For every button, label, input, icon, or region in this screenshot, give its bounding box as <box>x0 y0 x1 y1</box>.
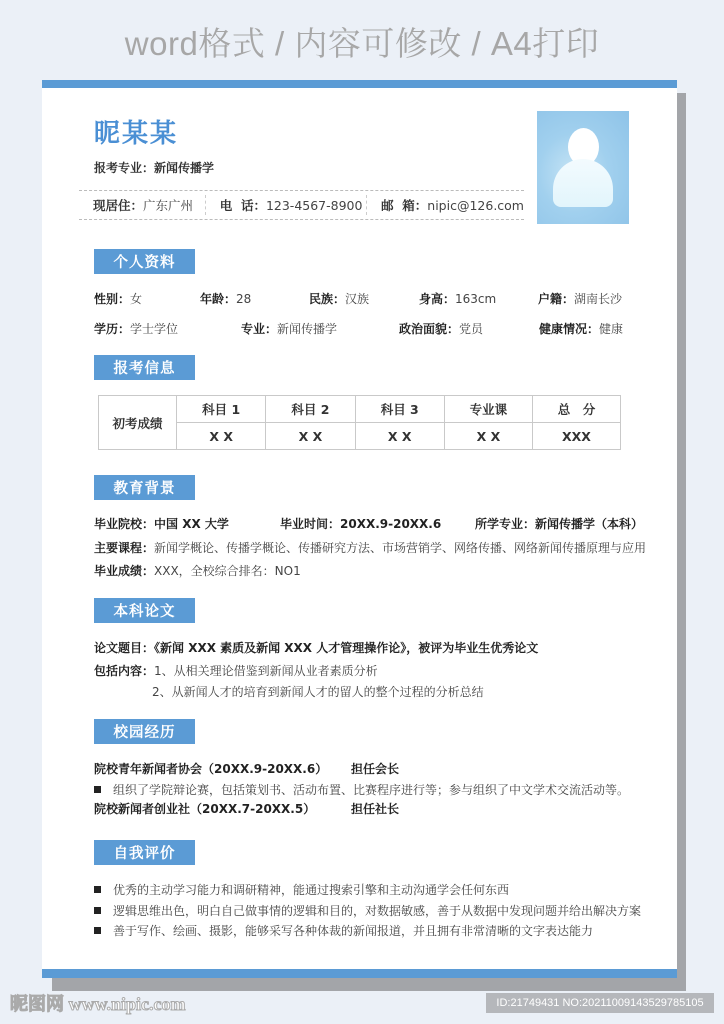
contact-phone-label: 电 话： <box>219 198 266 213</box>
score-row-label: 初考成绩 <box>99 396 177 450</box>
personal-political-status: 政治面貌：党员 <box>399 322 484 336</box>
square-bullet-icon <box>94 907 101 914</box>
section-exam-heading: 报考信息 <box>94 355 195 380</box>
personal-ethnicity: 民族：汉族 <box>309 292 370 306</box>
score-header: 总 分 <box>532 396 620 423</box>
campus-org-1: 院校青年新闻者协会（20XX.9-20XX.6） <box>94 762 328 776</box>
education-school: 毕业院校：中国 XX 大学 <box>94 517 229 531</box>
thesis-topic: 论文题目：《新闻 XXX 素质及新闻 XXX 人才管理操作论》，被评为毕业生优秀论文 <box>94 641 539 655</box>
score-header: 专业课 <box>444 396 532 423</box>
applied-major-label: 报考专业： <box>94 161 155 175</box>
profile-photo <box>537 111 629 224</box>
contact-phone-value: 123-4567-8900 <box>265 197 363 213</box>
personal-height: 身高：163cm <box>419 292 497 306</box>
applied-major <box>94 159 214 176</box>
score-header: 科目 1 <box>177 396 266 423</box>
contact-residence-value: 广东广州 <box>143 198 194 213</box>
score-value: X X <box>266 423 355 450</box>
contact-residence-label: 现居住： <box>93 198 144 213</box>
bottom-accent-bar <box>42 969 677 978</box>
table-row <box>99 396 621 423</box>
campus-role-2: 担任社长 <box>351 802 400 816</box>
square-bullet-icon <box>94 927 101 934</box>
personal-major: 专业：新闻传播学 <box>241 322 338 336</box>
score-header: 科目 3 <box>355 396 444 423</box>
top-accent-bar <box>42 80 677 88</box>
contact-phone <box>205 195 366 215</box>
contact-bar <box>79 190 524 220</box>
self-eval-item: 逻辑思维出色，明白自己做事情的逻辑和目的，对数据敏感，善于从数据中发现问题并给出解决方案 <box>94 902 641 919</box>
square-bullet-icon <box>94 886 101 893</box>
applied-major-value: 新闻传播学 <box>154 161 215 175</box>
score-header: 科目 2 <box>266 396 355 423</box>
education-courses: 主要课程：新闻学概论、传播学概论、传播研究方法、市场营销学、网络传播、网络新闻传播原理与应用 <box>94 541 647 555</box>
contact-email-label: 邮 箱： <box>381 198 428 213</box>
resume-paper <box>42 80 677 978</box>
thesis-content-item: 2、从新闻人才的培育到新闻人才的留人的整个过程的分析总结 <box>152 685 484 699</box>
personal-age: 年龄：28 <box>200 292 252 306</box>
self-eval-item: 优秀的主动学习能力和调研精神，能通过搜索引擎和主动沟通学会任何东西 <box>94 881 509 898</box>
personal-gender: 性别：女 <box>94 292 143 306</box>
candidate-name: 昵某某 <box>94 119 179 149</box>
square-bullet-icon <box>94 786 101 793</box>
campus-org-2: 院校新闻者创业社（20XX.7-20XX.5） <box>94 802 316 816</box>
personal-degree: 学历：学士学位 <box>94 322 179 336</box>
self-eval-item: 善于写作、绘画、摄影，能够采写各种体裁的新闻报道，并且拥有非常清晰的文字表达能力 <box>94 922 593 939</box>
score-value: X X <box>355 423 444 450</box>
score-value: X X <box>177 423 266 450</box>
education-time: 毕业时间：20XX.9-20XX.6 <box>280 517 442 531</box>
section-personal-heading: 个人资料 <box>94 249 195 274</box>
watermark-site-logo: 昵图网 www.nipic.com <box>10 994 186 1014</box>
personal-hometown: 户籍：湖南长沙 <box>538 292 623 306</box>
education-grade: 毕业成绩：XXX，全校综合排名：NO1 <box>94 564 301 578</box>
education-major: 所学专业：新闻传播学（本科） <box>475 517 644 531</box>
score-value: XXX <box>532 423 620 450</box>
personal-health: 健康情况：健康 <box>539 322 624 336</box>
exam-score-table <box>98 395 621 450</box>
campus-detail-1: 组织了学院辩论赛，包括策划书、活动布置、比赛程序进行等；参与组织了中文学术交流活动等。 <box>94 781 629 798</box>
section-self-eval-heading: 自我评价 <box>94 840 195 865</box>
campus-role-1: 担任会长 <box>351 762 400 776</box>
thesis-content: 包括内容：1、从相关理论借鉴到新闻从业者素质分析 <box>94 664 378 678</box>
table-row <box>99 423 621 450</box>
section-thesis-heading: 本科论文 <box>94 598 195 623</box>
contact-email-value: nipic@126.com <box>427 197 524 213</box>
contact-residence <box>79 195 205 215</box>
section-education-heading: 教育背景 <box>94 475 195 500</box>
contact-email <box>366 195 524 215</box>
section-campus-heading: 校园经历 <box>94 719 195 744</box>
watermark-id-badge: ID:21749431 NO:20211009143529785105 <box>486 993 714 1013</box>
score-value: X X <box>444 423 532 450</box>
banner-title: word格式 / 内容可修改 / A4打印 <box>124 25 600 62</box>
user-avatar-body <box>553 159 613 207</box>
